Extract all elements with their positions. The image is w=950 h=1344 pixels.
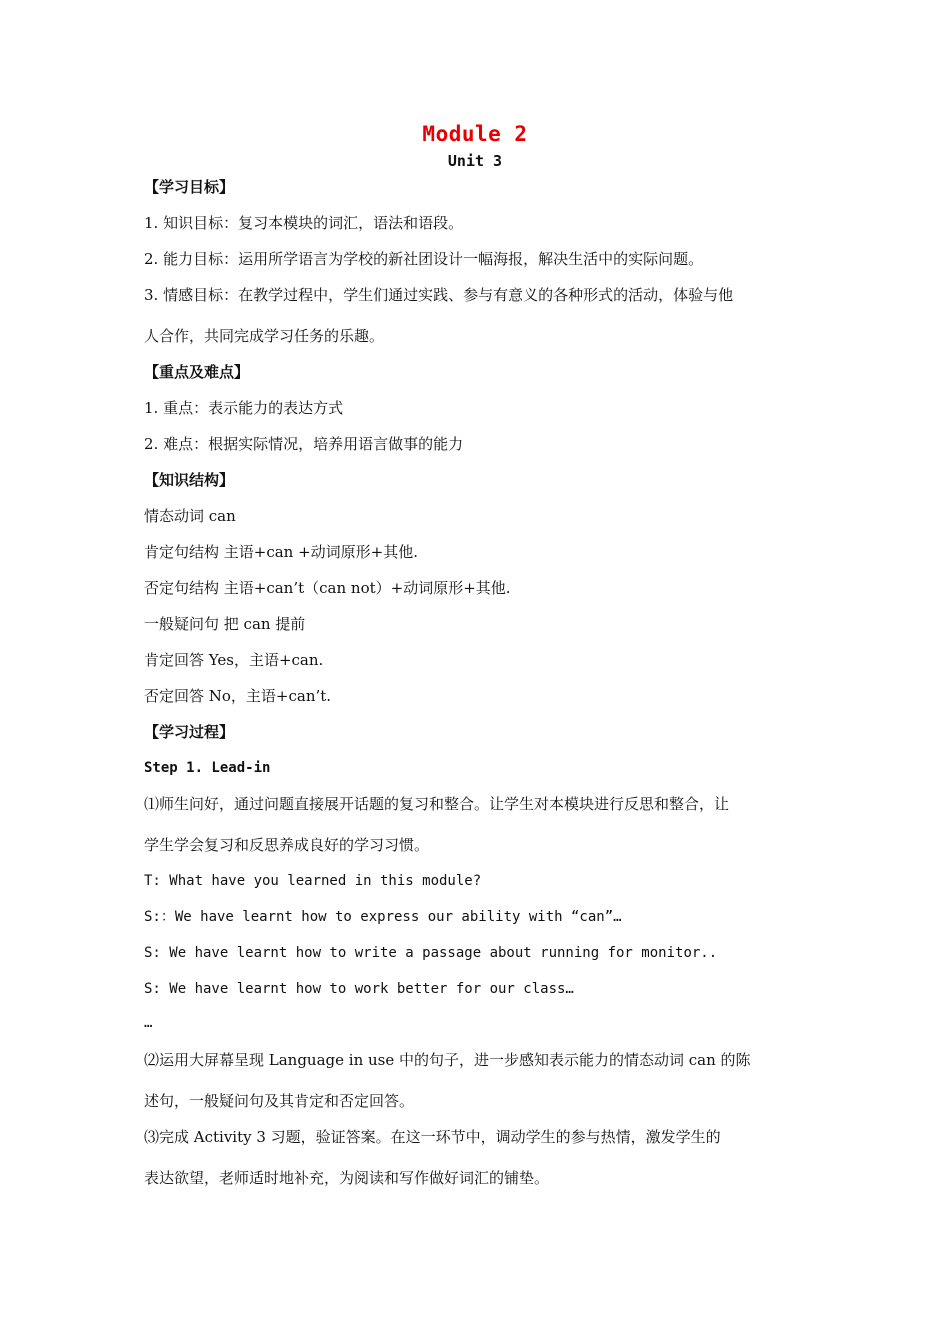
structure-no-answer: 否定回答 No，主语+can’t. xyxy=(144,687,332,705)
dialogue-student-1: S:：We have learnt how to express our ability with “can”… xyxy=(144,909,622,925)
process-line-language-in-use-cont: 述句，一般疑问句及其肯定和否定回答。 xyxy=(144,1092,415,1110)
structure-question: 一般疑问句 把 can 提前 xyxy=(144,615,306,633)
process-line-language-in-use: ⑵运用大屏幕呈现 Language in use 中的句子，进一步感知表示能力的情态动词 can 的陈 xyxy=(144,1051,751,1069)
process-line-activity-3-cont: 表达欲望，老师适时地补充，为阅读和写作做好词汇的铺垫。 xyxy=(144,1169,550,1187)
process-line-1: ⑴师生问好，通过问题直接展开话题的复习和整合。让学生对本模块进行反思和整合，让 xyxy=(144,795,730,813)
dialogue-ellipsis: … xyxy=(144,1015,153,1031)
objectives-heading: 【学习目标】 xyxy=(144,178,235,196)
process-line-2: 学生学会复习和反思养成良好的学习习惯。 xyxy=(144,836,430,854)
objective-ability: 2. 能力目标：运用所学语言为学校的新社团设计一幅海报，解决生活中的实际问题。 xyxy=(144,250,704,268)
structure-affirmative: 肯定句结构 主语+can +动词原形+其他. xyxy=(144,543,419,561)
process-line-activity-3: ⑶完成 Activity 3 习题，验证答案。在这一环节中，调动学生的参与热情，激发学生的 xyxy=(144,1128,721,1146)
process-heading: 【学习过程】 xyxy=(144,723,235,741)
key-point-focus: 1. 重点：表示能力的表达方式 xyxy=(144,399,344,417)
objective-emotion: 3. 情感目标：在教学过程中，学生们通过实践、参与有意义的各种形式的活动，体验与他 xyxy=(144,286,734,304)
dialogue-student-3: S: We have learnt how to work better for our class… xyxy=(144,981,574,997)
structure-yes-answer: 肯定回答 Yes，主语+can. xyxy=(144,651,324,669)
objective-emotion-cont: 人合作，共同完成学习任务的乐趣。 xyxy=(144,327,385,345)
step1-heading: Step 1. Lead-in xyxy=(144,760,271,776)
structure-negative: 否定句结构 主语+can’t（can not）+动词原形+其他. xyxy=(144,579,511,597)
key-point-difficulty: 2. 难点：根据实际情况，培养用语言做事的能力 xyxy=(144,435,464,453)
dialogue-teacher: T: What have you learned in this module? xyxy=(144,873,482,889)
unit-subtitle: Unit 3 xyxy=(447,152,503,170)
structure-modal-can: 情态动词 can xyxy=(144,507,236,525)
objective-knowledge: 1. 知识目标：复习本模块的词汇，语法和语段。 xyxy=(144,214,464,232)
module-title: Module 2 xyxy=(422,122,528,146)
structure-heading: 【知识结构】 xyxy=(144,471,235,489)
key-points-heading: 【重点及难点】 xyxy=(144,363,250,381)
dialogue-student-2: S: We have learnt how to write a passage about running for monitor.. xyxy=(144,945,718,961)
